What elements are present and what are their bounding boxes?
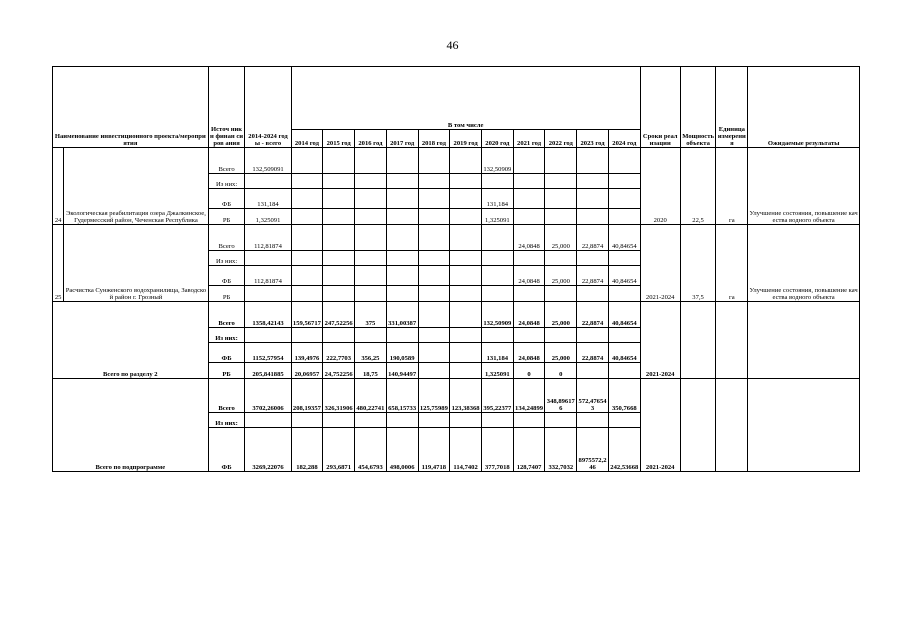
year-value-2018 — [418, 174, 450, 189]
year-value-2023 — [577, 363, 609, 379]
year-value-2022: 332,7032 — [545, 428, 577, 472]
total-value: 112,81874 — [245, 266, 291, 286]
total-value: 132,509091 — [245, 148, 291, 174]
year-value-2018 — [418, 413, 450, 428]
year-value-2019 — [450, 148, 482, 174]
year-value-2021: 24,0848 — [513, 302, 545, 328]
year-value-2021: 128,7407 — [513, 428, 545, 472]
total-value — [245, 174, 291, 189]
year-value-2020: 377,7018 — [481, 428, 513, 472]
header-year-2021: 2021 год — [513, 130, 545, 148]
year-value-2022 — [545, 328, 577, 343]
total-value — [245, 251, 291, 266]
year-value-2014 — [291, 328, 323, 343]
header-year-2015: 2015 год — [323, 130, 355, 148]
year-value-2022 — [545, 189, 577, 209]
year-value-2014 — [291, 225, 323, 251]
year-value-2016 — [355, 225, 387, 251]
year-value-2015 — [323, 174, 355, 189]
year-value-2019 — [450, 266, 482, 286]
funding-source: Из них: — [208, 413, 245, 428]
year-value-2024: 40,84654 — [608, 266, 640, 286]
year-value-2021 — [513, 209, 545, 225]
capacity-cell — [680, 379, 716, 472]
year-value-2024 — [608, 209, 640, 225]
year-value-2022 — [545, 174, 577, 189]
year-value-2018 — [418, 302, 450, 328]
year-value-2022: 25,000 — [545, 343, 577, 363]
year-value-2021 — [513, 286, 545, 302]
year-value-2018 — [418, 343, 450, 363]
year-value-2016: 18,75 — [355, 363, 387, 379]
year-value-2019: 114,7402 — [450, 428, 482, 472]
year-value-2022 — [545, 413, 577, 428]
year-value-2024 — [608, 286, 640, 302]
year-value-2022 — [545, 148, 577, 174]
year-value-2016 — [355, 413, 387, 428]
year-value-2014 — [291, 266, 323, 286]
year-value-2021 — [513, 174, 545, 189]
year-value-2024 — [608, 251, 640, 266]
header-year-2016: 2016 год — [355, 130, 387, 148]
year-value-2020 — [481, 225, 513, 251]
year-value-2022: 0 — [545, 363, 577, 379]
deadline-cell: 2020 — [640, 148, 680, 225]
funding-source: Из них: — [208, 251, 245, 266]
table-row — [53, 379, 860, 413]
year-value-2023 — [577, 413, 609, 428]
year-value-2023 — [577, 174, 609, 189]
capacity-cell: 22,5 — [680, 148, 716, 225]
year-value-2022 — [545, 209, 577, 225]
year-value-2023 — [577, 189, 609, 209]
year-value-2024: 350,7668 — [608, 379, 640, 413]
year-value-2023: 22,8874 — [577, 302, 609, 328]
year-value-2023: 22,8874 — [577, 343, 609, 363]
year-value-2021 — [513, 189, 545, 209]
funding-source: РБ — [208, 209, 245, 225]
year-value-2014: 139,4976 — [291, 343, 323, 363]
year-value-2022: 25,000 — [545, 225, 577, 251]
year-value-2016 — [355, 286, 387, 302]
header-total: 2014-2024 годы - всего — [245, 67, 291, 148]
total-value: 3702,26006 — [245, 379, 291, 413]
year-value-2017: 658,15733 — [386, 379, 418, 413]
deadline-cell: 2021-2024 — [640, 302, 680, 379]
year-value-2022: 25,000 — [545, 302, 577, 328]
row-number: 25 — [53, 225, 64, 302]
year-value-2019: 123,38368 — [450, 379, 482, 413]
year-value-2018 — [418, 251, 450, 266]
year-value-2016 — [355, 174, 387, 189]
year-value-2020: 1,325091 — [481, 363, 513, 379]
year-value-2017: 140,94497 — [386, 363, 418, 379]
funding-source: ФБ — [208, 266, 245, 286]
total-value: 3269,22076 — [245, 428, 291, 472]
funding-source: РБ — [208, 286, 245, 302]
table-row — [53, 302, 860, 328]
year-value-2023: 22,8874 — [577, 225, 609, 251]
year-value-2016: 454,6793 — [355, 428, 387, 472]
section-total-name: Всего по подпрограмме — [53, 379, 209, 472]
year-value-2019 — [450, 413, 482, 428]
year-value-2015: 293,6871 — [323, 428, 355, 472]
header-including: В том числе — [291, 67, 640, 130]
total-value: 112,81874 — [245, 225, 291, 251]
header-year-2014: 2014 год — [291, 130, 323, 148]
year-value-2023 — [577, 251, 609, 266]
year-value-2023: 8975572,246 — [577, 428, 609, 472]
deadline-cell: 2021-2024 — [640, 225, 680, 302]
year-value-2024 — [608, 174, 640, 189]
total-value — [245, 413, 291, 428]
year-value-2024: 40,84654 — [608, 302, 640, 328]
year-value-2020 — [481, 266, 513, 286]
year-value-2015: 247,52256 — [323, 302, 355, 328]
year-value-2016 — [355, 266, 387, 286]
year-value-2015 — [323, 266, 355, 286]
header-year-2017: 2017 год — [386, 130, 418, 148]
year-value-2017 — [386, 225, 418, 251]
year-value-2021: 0 — [513, 363, 545, 379]
page-number: 46 — [446, 38, 459, 52]
total-value: 1358,42143 — [245, 302, 291, 328]
year-value-2017 — [386, 266, 418, 286]
header-name: Наименование инвестиционного проекта/мероприятия — [53, 67, 209, 148]
year-value-2020: 131,184 — [481, 189, 513, 209]
funding-source: ФБ — [208, 428, 245, 472]
funding-source: Всего — [208, 148, 245, 174]
year-value-2018 — [418, 189, 450, 209]
year-value-2014: 208,19357 — [291, 379, 323, 413]
year-value-2014 — [291, 209, 323, 225]
funding-source: Из них: — [208, 174, 245, 189]
project-name: Экологическая реабилитация озера Джалкинское, Гудермесский район, Чеченская Республика — [64, 148, 208, 225]
year-value-2018 — [418, 225, 450, 251]
year-value-2018 — [418, 363, 450, 379]
year-value-2016 — [355, 189, 387, 209]
year-value-2017 — [386, 286, 418, 302]
year-value-2017: 498,0006 — [386, 428, 418, 472]
header-year-2022: 2022 год — [545, 130, 577, 148]
year-value-2019 — [450, 174, 482, 189]
header-year-2019: 2019 год — [450, 130, 482, 148]
funding-source: Из них: — [208, 328, 245, 343]
year-value-2018 — [418, 266, 450, 286]
year-value-2015 — [323, 148, 355, 174]
year-value-2014 — [291, 413, 323, 428]
year-value-2021: 24,0848 — [513, 343, 545, 363]
header-year-2024: 2024 год — [608, 130, 640, 148]
year-value-2019 — [450, 251, 482, 266]
year-value-2020: 132,50909 — [481, 302, 513, 328]
year-value-2023 — [577, 148, 609, 174]
total-value — [245, 328, 291, 343]
year-value-2021: 24,0848 — [513, 225, 545, 251]
header-year-2023: 2023 год — [577, 130, 609, 148]
year-value-2018 — [418, 148, 450, 174]
project-name: Расчистка Сунженского водохранилища, Заводской район г. Грозный — [64, 225, 208, 302]
year-value-2018: 125,75989 — [418, 379, 450, 413]
header-source: Источ никн финан сиров ания — [208, 67, 245, 148]
year-value-2024 — [608, 363, 640, 379]
funding-source: Всего — [208, 225, 245, 251]
year-value-2015 — [323, 413, 355, 428]
year-value-2022 — [545, 251, 577, 266]
year-value-2022 — [545, 286, 577, 302]
year-value-2018 — [418, 286, 450, 302]
total-value — [245, 286, 291, 302]
year-value-2015: 326,31906 — [323, 379, 355, 413]
year-value-2016 — [355, 328, 387, 343]
year-value-2015 — [323, 251, 355, 266]
year-value-2015 — [323, 328, 355, 343]
year-value-2023 — [577, 286, 609, 302]
year-value-2022: 25,000 — [545, 266, 577, 286]
header-capacity: Мощность объекта — [680, 67, 716, 148]
table-row — [53, 148, 860, 174]
funding-source: Всего — [208, 379, 245, 413]
year-value-2017 — [386, 148, 418, 174]
year-value-2019 — [450, 343, 482, 363]
funding-source: РБ — [208, 363, 245, 379]
year-value-2024 — [608, 148, 640, 174]
year-value-2020 — [481, 251, 513, 266]
row-number: 24 — [53, 148, 64, 225]
capacity-cell: 37,5 — [680, 225, 716, 302]
year-value-2024 — [608, 189, 640, 209]
year-value-2014 — [291, 251, 323, 266]
funding-source: ФБ — [208, 189, 245, 209]
funding-source: Всего — [208, 302, 245, 328]
header-year-2018: 2018 год — [418, 130, 450, 148]
capacity-cell — [680, 302, 716, 379]
year-value-2014 — [291, 174, 323, 189]
year-value-2014 — [291, 189, 323, 209]
year-value-2016 — [355, 251, 387, 266]
year-value-2019 — [450, 363, 482, 379]
year-value-2021: 24,0848 — [513, 266, 545, 286]
total-value: 1,325091 — [245, 209, 291, 225]
year-value-2018 — [418, 209, 450, 225]
year-value-2017 — [386, 209, 418, 225]
year-value-2014: 182,288 — [291, 428, 323, 472]
header-unit: Единица измерения — [716, 67, 748, 148]
unit-cell: га — [716, 148, 748, 225]
year-value-2023: 572,476543 — [577, 379, 609, 413]
year-value-2016 — [355, 209, 387, 225]
year-value-2015: 24,752256 — [323, 363, 355, 379]
year-value-2021: 134,24899 — [513, 379, 545, 413]
year-value-2020 — [481, 328, 513, 343]
year-value-2021 — [513, 413, 545, 428]
total-value: 1152,57954 — [245, 343, 291, 363]
result-cell: Улучшение состояния, повышение качества водного объекта — [748, 225, 860, 302]
year-value-2020: 132,50909 — [481, 148, 513, 174]
year-value-2015 — [323, 286, 355, 302]
year-value-2024: 242,53668 — [608, 428, 640, 472]
year-value-2020 — [481, 413, 513, 428]
year-value-2016: 375 — [355, 302, 387, 328]
year-value-2020 — [481, 286, 513, 302]
year-value-2021 — [513, 251, 545, 266]
year-value-2014: 20,06957 — [291, 363, 323, 379]
result-cell — [748, 379, 860, 472]
result-cell: Улучшение состояния, повышение качества водного объекта — [748, 148, 860, 225]
year-value-2018: 119,4718 — [418, 428, 450, 472]
year-value-2022: 348,896176 — [545, 379, 577, 413]
year-value-2024: 40,84654 — [608, 225, 640, 251]
year-value-2017 — [386, 174, 418, 189]
year-value-2015 — [323, 209, 355, 225]
year-value-2019 — [450, 209, 482, 225]
result-cell — [748, 302, 860, 379]
year-value-2016 — [355, 148, 387, 174]
year-value-2019 — [450, 225, 482, 251]
year-value-2015: 222,7703 — [323, 343, 355, 363]
year-value-2018 — [418, 328, 450, 343]
year-value-2023 — [577, 209, 609, 225]
year-value-2014 — [291, 286, 323, 302]
year-value-2020: 131,184 — [481, 343, 513, 363]
year-value-2014: 159,56717 — [291, 302, 323, 328]
table-row — [53, 225, 860, 251]
header-year-2020: 2020 год — [481, 130, 513, 148]
year-value-2014 — [291, 148, 323, 174]
year-value-2024 — [608, 328, 640, 343]
year-value-2017 — [386, 328, 418, 343]
year-value-2020 — [481, 174, 513, 189]
header-deadline: Сроки реализации — [640, 67, 680, 148]
year-value-2021 — [513, 328, 545, 343]
year-value-2019 — [450, 286, 482, 302]
unit-cell — [716, 379, 748, 472]
header-results: Ожидаемые результаты — [748, 67, 860, 148]
investment-table — [52, 66, 860, 472]
year-value-2015 — [323, 189, 355, 209]
year-value-2016: 480,22741 — [355, 379, 387, 413]
year-value-2020: 395,22377 — [481, 379, 513, 413]
year-value-2023 — [577, 328, 609, 343]
year-value-2024: 40,84654 — [608, 343, 640, 363]
year-value-2015 — [323, 225, 355, 251]
funding-source: ФБ — [208, 343, 245, 363]
year-value-2020: 1,325091 — [481, 209, 513, 225]
year-value-2017 — [386, 189, 418, 209]
year-value-2017 — [386, 251, 418, 266]
total-value: 205,841885 — [245, 363, 291, 379]
year-value-2021 — [513, 148, 545, 174]
year-value-2019 — [450, 328, 482, 343]
section-total-name: Всего по разделу 2 — [53, 302, 209, 379]
year-value-2016: 356,25 — [355, 343, 387, 363]
year-value-2019 — [450, 189, 482, 209]
year-value-2017: 190,0589 — [386, 343, 418, 363]
year-value-2017: 331,00387 — [386, 302, 418, 328]
year-value-2017 — [386, 413, 418, 428]
year-value-2023: 22,8874 — [577, 266, 609, 286]
total-value: 131,184 — [245, 189, 291, 209]
unit-cell — [716, 302, 748, 379]
year-value-2019 — [450, 302, 482, 328]
deadline-cell: 2021-2024 — [640, 379, 680, 472]
year-value-2024 — [608, 413, 640, 428]
unit-cell: га — [716, 225, 748, 302]
